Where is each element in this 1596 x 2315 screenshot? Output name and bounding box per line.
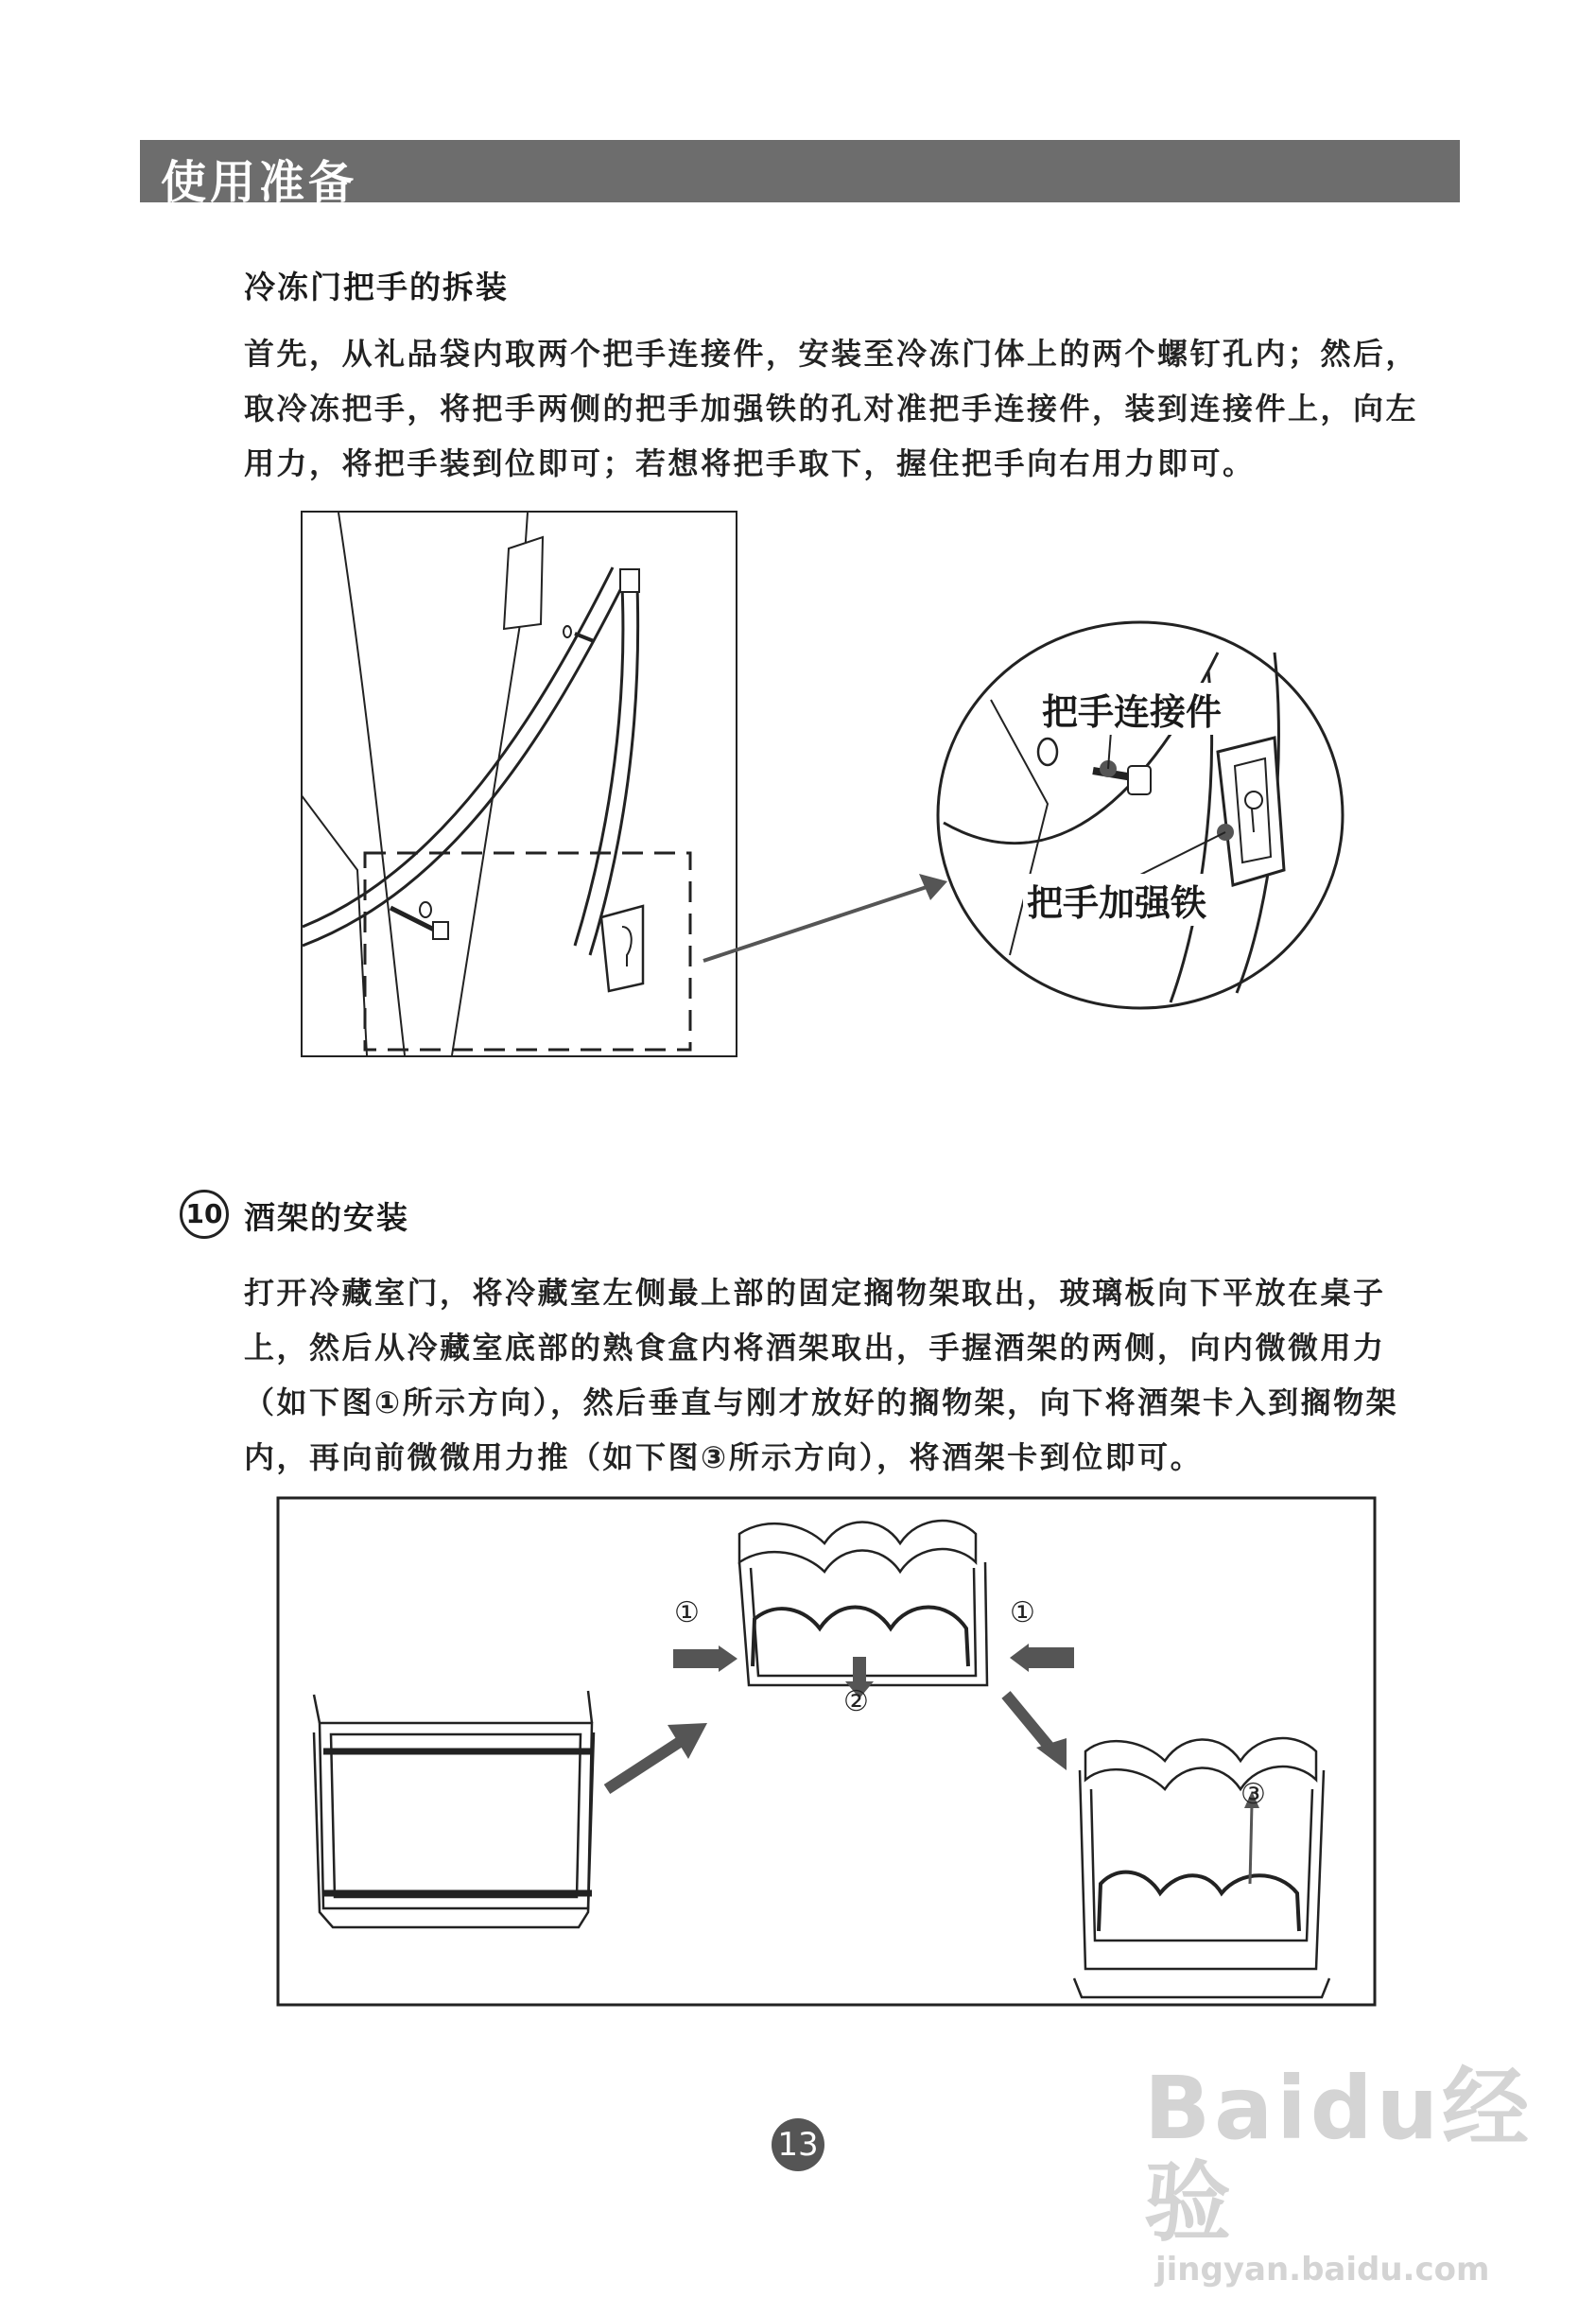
connector-label: 把手连接件 [1038,683,1225,735]
page-number: 13 [772,2118,824,2171]
handle-instructions [244,326,1418,491]
watermark-url: jingyan.baidu.com [1155,2251,1490,2289]
step1-right-label: ① [1010,1596,1035,1629]
handle-installation-figure [301,511,737,1057]
handle-section-heading: 冷冻门把手的拆装 [244,269,509,305]
handle-detail-figure [934,615,1350,1012]
paragraph-line: 取冷冻把手，将把手两侧的把手加强铁的孔对准把手连接件，装到连接件上，向左 [244,391,1419,426]
wine-rack-heading: 酒架的安装 [244,1199,409,1236]
step3-label: ③ [1240,1778,1266,1811]
bracket-label: 把手加强铁 [1023,874,1210,926]
watermark-brand: Baidu经验 [1144,2058,1534,2254]
paragraph-line: 用力，将把手装到位即可；若想将把手取下，握住把手向右用力即可。 [244,445,1256,481]
section-header-bar [140,140,1460,209]
step2-label: ② [843,1685,869,1718]
wine-rack-figure [276,1496,1377,2007]
step-number-badge: 10 [180,1190,229,1239]
paragraph-line: 打开冷藏室门，将冷藏室左侧最上部的固定搁物架取出，玻璃板向下平放在桌子 [244,1275,1386,1311]
paragraph-line: 内，再向前微微用力推（如下图③所示方向），将酒架卡到位即可。 [244,1439,1204,1475]
paragraph-line: 首先，从礼品袋内取两个把手连接件，安装至冷冻门体上的两个螺钉孔内；然后， [244,336,1419,372]
wine-rack-instructions [244,1265,1398,1485]
paragraph-line: （如下图①所示方向），然后垂直与刚才放好的搁物架，向下将酒架卡入到搁物架 [244,1384,1399,1420]
magnify-arrow [700,870,955,993]
paragraph-line: 上，然后从冷藏室底部的熟食盒内将酒架取出，手握酒架的两侧，向内微微用力 [244,1330,1386,1366]
step1-left-label: ① [674,1596,700,1629]
baidu-watermark [1144,2058,1596,2289]
section-title: 使用准备 [161,156,358,209]
